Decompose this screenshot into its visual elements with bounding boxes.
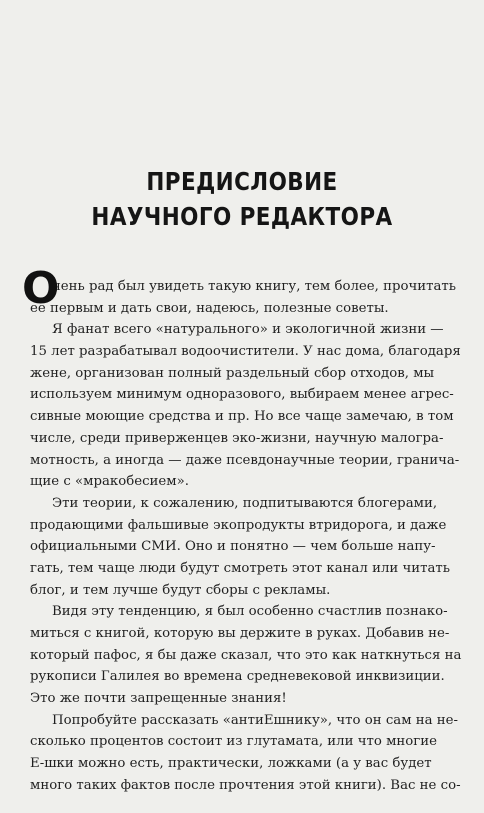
paragraph-line: блог, и тем лучше будут сборы с рекламы.	[30, 582, 331, 598]
chapter-title-line-2: НАУЧНОГО РЕДАКТОРА	[91, 202, 393, 231]
body-text	[22, 263, 462, 797]
paragraph-line: щие с «мракобесием».	[30, 474, 189, 490]
paragraph-line: 15 лет разрабатывал водоочистители. У нас дома, благодаря	[30, 344, 461, 360]
paragraph-line: ее первым и дать свои, надеюсь, полезные советы.	[30, 300, 389, 316]
paragraph-line: используем минимум одноразового, выбираем менее агрес-	[30, 387, 454, 403]
paragraph-line: сивные моющие средства и пр. Но все чаще замечаю, в том	[30, 409, 454, 425]
paragraph-line: миться с книгой, которую вы держите в руках. Добавив не-	[30, 626, 450, 641]
paragraph-line: много таких фактов после прочтения этой книги). Вас не со-	[30, 777, 461, 793]
drop-cap: О	[22, 263, 60, 314]
paragraph-line: продающими фальшивые экопродукты втридорога, и даже	[30, 517, 447, 533]
paragraph-line: числе, среди приверженцев эко-жизни, научную малогра-	[30, 430, 444, 446]
paragraph-line: который пафос, я бы даже сказал, что это как наткнуться на	[30, 647, 462, 663]
paragraph-line: сколько процентов состоит из глутамата, или что многие	[30, 734, 437, 750]
chapter-title-line-1: ПРЕДИСЛОВИЕ	[146, 167, 338, 196]
paragraph-line: Эти теории, к сожалению, подпитываются блогерами,	[52, 495, 438, 511]
line-text: чень рад был увидеть такую книгу, тем более, прочитать	[52, 279, 457, 294]
paragraph-line: официальными СМИ. Оно и понятно — чем больше напу-	[30, 539, 436, 555]
paragraph-line: жене, организован полный раздельный сбор отходов, мы	[30, 365, 435, 381]
paragraph-line: мотность, а иногда — даже псевдонаучные теории, гранича-	[30, 452, 460, 468]
paragraph-line: Е-шки можно есть, практически, ложками (а у вас будет	[30, 756, 432, 772]
paragraph-line: Это же почти запрещенные знания!	[30, 691, 287, 707]
chapter-title	[0, 164, 484, 234]
paragraph-line: Видя эту тенденцию, я был особенно счастлив познако-	[52, 604, 448, 620]
paragraph-line: Я фанат всего «натурального» и экологичной жизни —	[52, 322, 444, 338]
paragraph-line: рукописи Галилея во времена средневековой инквизиции.	[30, 669, 445, 685]
paragraph-line: Попробуйте рассказать «антиЕшнику», что он сам на не-	[52, 712, 459, 728]
paragraph-line: гать, тем чаще люди будут смотреть этот канал или читать	[30, 560, 451, 576]
